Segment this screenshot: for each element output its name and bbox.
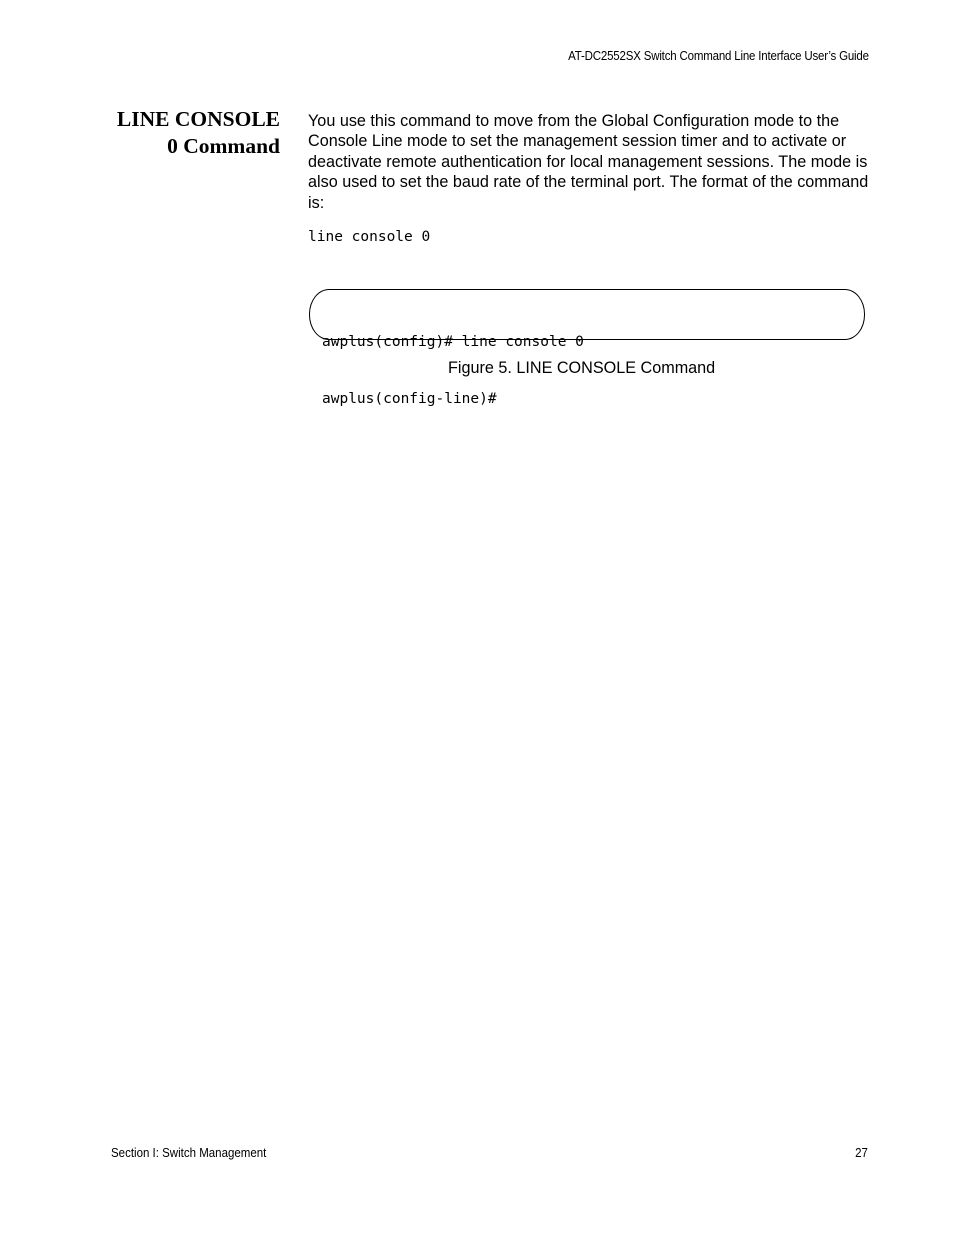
code-line-1: awplus(config)# line console 0 <box>322 334 584 350</box>
section-heading-line-1: LINE CONSOLE <box>116 107 280 131</box>
command-syntax: line console 0 <box>308 229 431 245</box>
figure-caption: Figure 5. LINE CONSOLE Command <box>448 359 716 377</box>
running-header: AT-DC2552SX Switch Command Line Interface User’s Guide <box>568 49 869 63</box>
code-line-2: awplus(config-line)# <box>322 391 497 407</box>
footer-section-label: Section I: Switch Management <box>111 1146 267 1160</box>
body-paragraph: You use this command to move from the Global Configuration mode to the Console Line mode to set the management session timer and to activate or deactivate remote authentication for local management sessions. The mode is also used to set the baud rate of the terminal port. The format of the command is: <box>308 112 869 212</box>
section-heading <box>117 106 280 160</box>
section-heading-line-2: 0 Command <box>167 134 280 158</box>
footer-page-number: 27 <box>855 1146 868 1160</box>
